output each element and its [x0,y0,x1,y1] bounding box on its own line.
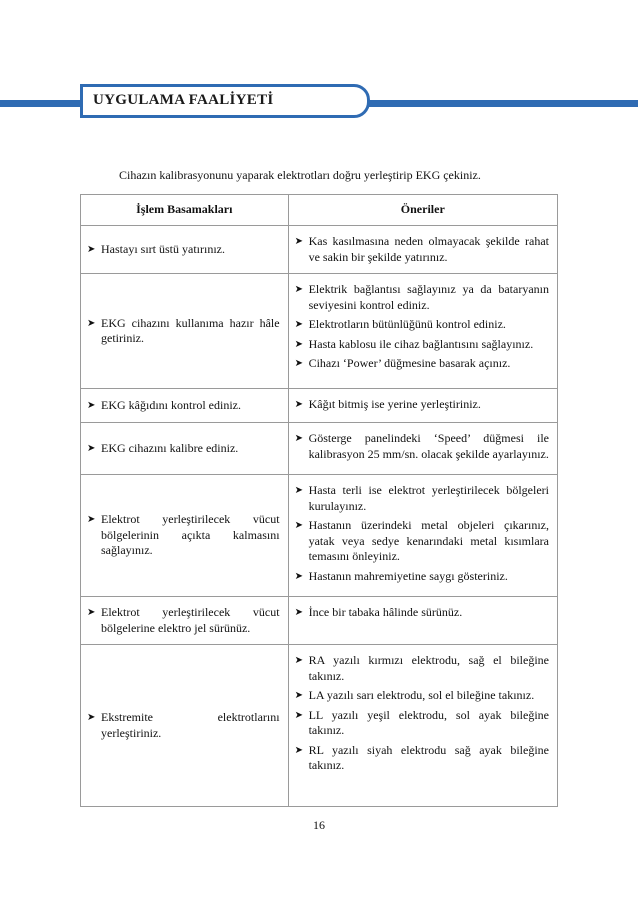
arrowhead-bullet-icon: ➤ [87,514,96,526]
arrowhead-bullet-icon: ➤ [294,236,303,247]
tip-text: Hasta terli ise elektrot yerleştirilecek bölgeleri kurulayınız. [308,483,549,513]
tip-text: Hastanın üzerindeki metal objeleri çıkarınız, yatak veya sedye kenarındaki metal kısımlara temasını önleyiniz. [308,518,549,563]
arrowhead-bullet-icon: ➤ [294,655,303,666]
tip-item [295,483,549,514]
tip-text: RL yazılı siyah elektrodu sağ ayak bileğine takınız. [308,742,549,772]
step-text: Elektrot yerleştirilecek vücut bölgelerinin açıkta kalmasını sağlayınız. [101,512,280,558]
step-item [87,316,280,347]
tip-item [295,518,549,565]
table-row [81,274,558,389]
step-text: Ekstremite elektrotlarını yerleştiriniz. [101,710,280,740]
arrowhead-bullet-icon: ➤ [294,520,303,531]
tip-item [295,317,549,333]
tips-cell [288,274,557,389]
step-cell [81,645,289,807]
tip-text: Hasta kablosu ile cihaz bağlantısını sağlayınız. [308,336,534,351]
tips-cell [288,645,557,807]
tip-text: LL yazılı yeşil elektrodu, sol ayak bileğine takınız. [308,707,549,737]
tip-item [295,431,549,462]
page-title: UYGULAMA FAALİYETİ [93,92,274,108]
arrowhead-bullet-icon: ➤ [87,442,96,454]
tips-cell [288,475,557,597]
arrowhead-bullet-icon: ➤ [87,399,96,411]
arrowhead-bullet-icon: ➤ [294,607,303,618]
tip-text: Cihazı ‘Power’ düğmesine basarak açınız. [308,356,511,370]
tip-text: Elektrik bağlantısı sağlayınız ya da bataryanın seviyesini kontrol ediniz. [308,282,549,312]
step-cell [81,226,289,274]
arrowhead-bullet-icon: ➤ [294,319,303,330]
tip-text: LA yazılı sarı elektrodu, sol el bileğine takınız. [308,688,535,702]
step-item [87,512,280,559]
step-cell [81,274,289,389]
tips-cell [288,389,557,423]
table-header-row [81,195,558,226]
arrowhead-bullet-icon: ➤ [294,485,303,496]
tip-item [295,282,549,313]
step-item [87,242,280,258]
procedure-table [80,194,558,807]
step-cell [81,423,289,475]
page-number: 16 [313,818,325,832]
arrowhead-bullet-icon: ➤ [87,607,96,618]
tips-cell [288,226,557,274]
tip-item [295,708,549,739]
arrowhead-bullet-icon: ➤ [87,317,96,329]
tip-item [295,337,549,353]
step-text: Elektrot yerleştirilecek vücut bölgelerine elektro jel sürünüz. [101,605,280,635]
step-item [87,398,280,414]
column-header-steps: İşlem Basamakları [81,195,289,226]
tips-cell [288,597,557,645]
arrowhead-bullet-icon: ➤ [294,338,303,350]
tip-item [295,653,549,684]
step-text: EKG cihazını kullanıma hazır hâle getiriniz. [101,315,280,345]
table-row [81,389,558,423]
arrowhead-bullet-icon: ➤ [294,690,303,701]
step-cell [81,389,289,423]
step-cell [81,475,289,597]
tip-text: Hastanın mahremiyetine saygı gösteriniz. [308,568,508,583]
arrowhead-bullet-icon: ➤ [294,399,303,410]
tip-item [295,234,549,265]
tip-item [295,569,549,585]
tip-text: Gösterge panelindeki ‘Speed’ düğmesi ile kalibrasyon 25 mm/sn. olacak şekilde ayarlayınız. [308,431,549,461]
step-text: EKG kâğıdını kontrol ediniz. [101,397,241,412]
intro-instruction: Cihazın kalibrasyonunu yaparak elektrotları doğru yerleştirip EKG çekiniz. [119,168,481,182]
arrowhead-bullet-icon: ➤ [87,243,96,255]
table-body [81,226,558,807]
tip-text: Kas kasılmasına neden olmayacak şekilde rahat ve sakin bir şekilde yatırınız. [308,234,549,264]
table-row [81,475,558,597]
tip-item [295,356,549,372]
table-row [81,423,558,475]
arrowhead-bullet-icon: ➤ [294,284,303,295]
step-text: Hastayı sırt üstü yatırınız. [101,241,225,256]
tips-cell [288,423,557,475]
tip-item [295,688,549,704]
table-row [81,226,558,274]
tip-item [295,605,549,621]
table-row [81,597,558,645]
step-item [87,605,280,636]
arrowhead-bullet-icon: ➤ [294,709,303,721]
arrowhead-bullet-icon: ➤ [294,358,303,369]
tip-text: İnce bir tabaka hâlinde sürünüz. [308,605,463,619]
step-text: EKG cihazını kalibre ediniz. [101,440,239,455]
arrowhead-bullet-icon: ➤ [294,570,303,582]
table-row [81,645,558,807]
tip-text: Elektrotların bütünlüğünü kontrol ediniz. [308,317,506,331]
arrowhead-bullet-icon: ➤ [294,433,303,444]
column-header-tips: Öneriler [288,195,557,226]
tip-text: RA yazılı kırmızı elektrodu, sağ el bileğine takınız. [308,653,549,683]
arrowhead-bullet-icon: ➤ [294,744,303,756]
step-cell [81,597,289,645]
tip-text: Kâğıt bitmiş ise yerine yerleştiriniz. [308,397,481,411]
tip-item [295,397,549,413]
tip-item [295,743,549,774]
step-item [87,441,280,457]
arrowhead-bullet-icon: ➤ [87,712,96,723]
step-item [87,710,280,741]
